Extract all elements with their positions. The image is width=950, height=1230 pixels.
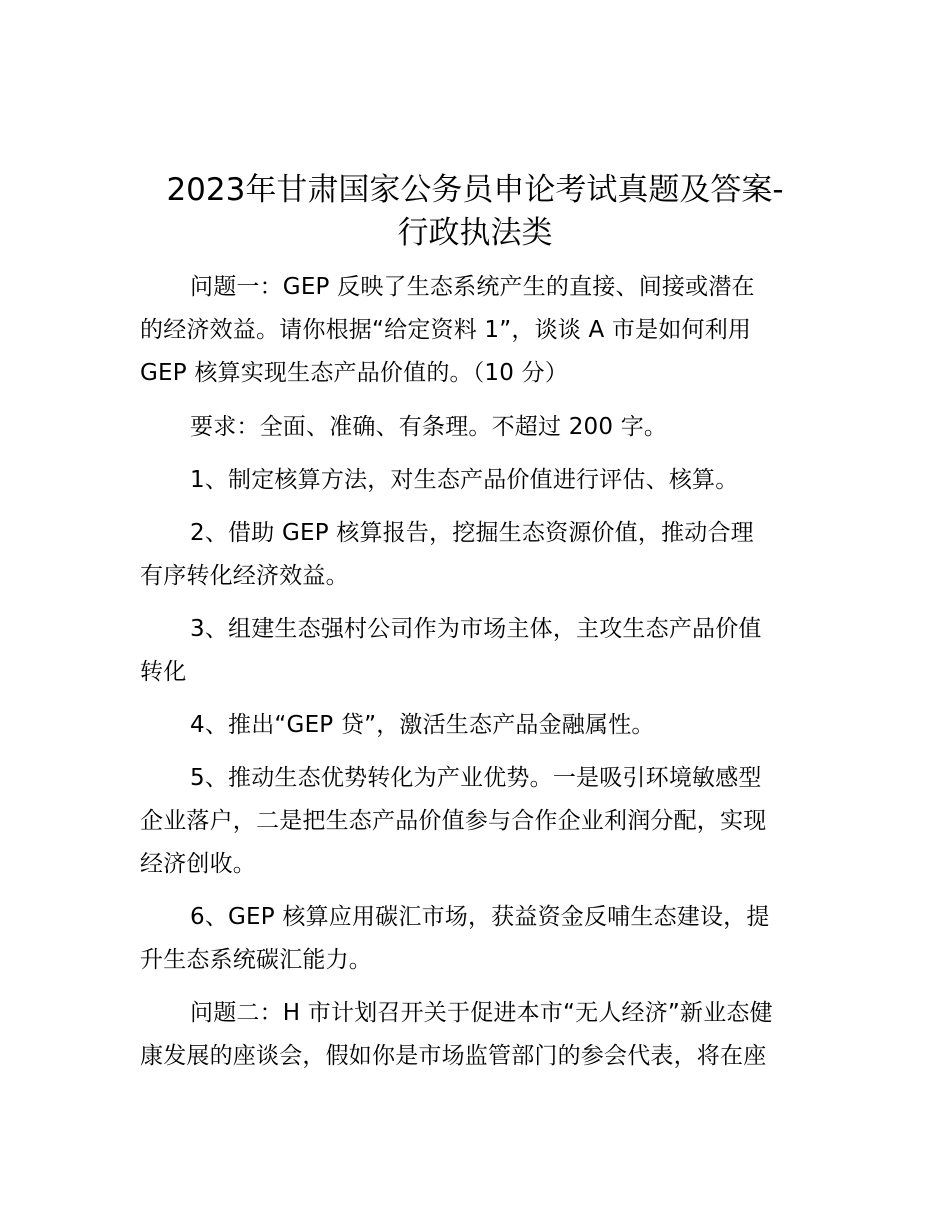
answer-item-5: 企业落户，二是把生态产品价值参与合作企业利润分配，实现: [140, 808, 767, 834]
answer-item-1: 1、制定核算方法，对生态产品价值进行评估、核算。: [190, 467, 739, 493]
answer-item-2: 有序转化经济效益。: [140, 563, 349, 589]
answer-item-2: 2、借助 GEP 核算报告，挖掘生态资源价值，推动合理: [190, 520, 754, 546]
question-1-text: GEP 核算实现生态产品价值的。（10 分）: [140, 360, 569, 386]
answer-item-6: 升生态系统碳汇能力。: [140, 947, 372, 973]
document-title-line-1: 2023年甘肃国家公务员申论考试真题及答案-: [166, 172, 784, 208]
answer-item-5: 经济创收。: [140, 851, 256, 877]
answer-item-3: 3、组建生态强村公司作为市场主体，主攻生态产品价值: [190, 616, 762, 642]
answer-item-3: 转化: [140, 659, 187, 685]
question-2-text: 问题二：H 市计划召开关于促进本市“无人经济”新业态健: [190, 1000, 773, 1026]
question-1-text: 问题一：GEP 反映了生态系统产生的直接、间接或潜在: [190, 274, 755, 300]
question-1-requirement: 要求：全面、准确、有条理。不超过 200 字。: [190, 414, 668, 440]
answer-item-4: 4、推出“GEP 贷”，激活生态产品金融属性。: [190, 712, 655, 738]
question-2-text: 康发展的座谈会，假如你是市场监管部门的参会代表，将在座: [140, 1043, 767, 1069]
answer-item-5: 5、推动生态优势转化为产业优势。一是吸引环境敏感型: [190, 765, 762, 791]
question-1-text: 的经济效益。请你根据“给定资料 1”，谈谈 A 市是如何利用: [140, 317, 752, 343]
document-title-line-2: 行政执法类: [397, 215, 553, 251]
answer-item-6: 6、GEP 核算应用碳汇市场，获益资金反哺生态建设，提: [190, 904, 770, 930]
